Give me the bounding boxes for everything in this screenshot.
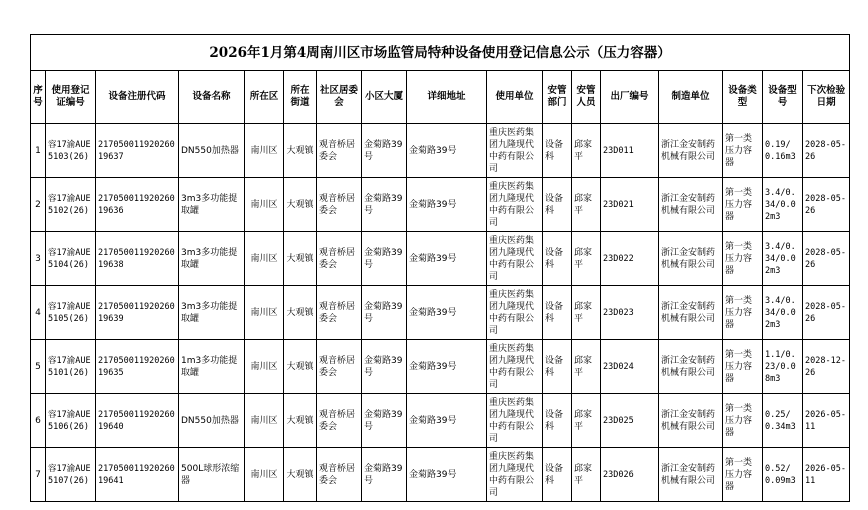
page-title: 2026年1月第4周南川区市场监管局特种设备使用登记信息公示（压力容器） bbox=[31, 35, 850, 71]
serial-number-cell: 23D022 bbox=[601, 232, 659, 286]
equipment-model-cell: 0.25/0.34m3 bbox=[763, 394, 803, 448]
address-cell: 金菊路39号 bbox=[407, 286, 487, 340]
district-cell: 南川区 bbox=[245, 232, 284, 286]
street-cell: 大观镇 bbox=[284, 448, 317, 502]
col-header-reg-code: 设备注册代码 bbox=[96, 71, 179, 124]
safety-person-cell: 邱家平 bbox=[572, 124, 601, 178]
equipment-type-cell: 第一类压力容器 bbox=[723, 286, 763, 340]
col-header-address: 详细地址 bbox=[407, 71, 487, 124]
registration-sheet bbox=[30, 34, 849, 502]
reg-code-cell: 21705001192026019637 bbox=[96, 124, 179, 178]
col-header-street: 所在街道 bbox=[284, 71, 317, 124]
row-number-cell: 1 bbox=[31, 124, 46, 178]
equipment-model-cell: 0.52/0.09m3 bbox=[763, 448, 803, 502]
next-inspection-date-cell: 2026-05-11 bbox=[803, 448, 850, 502]
safety-dept-cell: 设备科 bbox=[543, 124, 572, 178]
serial-number-cell: 23D021 bbox=[601, 178, 659, 232]
serial-number-cell: 23D024 bbox=[601, 340, 659, 394]
safety-person-cell: 邱家平 bbox=[572, 448, 601, 502]
col-header-name: 设备名称 bbox=[179, 71, 245, 124]
table-row bbox=[31, 124, 850, 178]
manufacturer-cell: 浙江金安制药机械有限公司 bbox=[659, 448, 723, 502]
safety-person-cell: 邱家平 bbox=[572, 286, 601, 340]
address-cell: 金菊路39号 bbox=[407, 448, 487, 502]
equipment-type-cell: 第一类压力容器 bbox=[723, 340, 763, 394]
address-cell: 金菊路39号 bbox=[407, 124, 487, 178]
building-cell: 金菊路39号 bbox=[362, 232, 407, 286]
next-inspection-date-cell: 2026-05-11 bbox=[803, 394, 850, 448]
street-cell: 大观镇 bbox=[284, 340, 317, 394]
street-cell: 大观镇 bbox=[284, 394, 317, 448]
street-cell: 大观镇 bbox=[284, 124, 317, 178]
equipment-model-cell: 3.4/0.34/0.02m3 bbox=[763, 286, 803, 340]
user-unit-cell: 重庆医药集团九隆现代中药有限公司 bbox=[487, 394, 543, 448]
next-inspection-date-cell: 2028-12-26 bbox=[803, 340, 850, 394]
community-cell: 观音桥居委会 bbox=[317, 394, 362, 448]
reg-code-cell: 21705001192026019639 bbox=[96, 286, 179, 340]
user-unit-cell: 重庆医药集团九隆现代中药有限公司 bbox=[487, 124, 543, 178]
table-row bbox=[31, 394, 850, 448]
safety-person-cell: 邱家平 bbox=[572, 340, 601, 394]
safety-person-cell: 邱家平 bbox=[572, 178, 601, 232]
user-unit-cell: 重庆医药集团九隆现代中药有限公司 bbox=[487, 286, 543, 340]
manufacturer-cell: 浙江金安制药机械有限公司 bbox=[659, 394, 723, 448]
table-row bbox=[31, 178, 850, 232]
reg-code-cell: 21705001192026019635 bbox=[96, 340, 179, 394]
next-inspection-date-cell: 2028-05-26 bbox=[803, 178, 850, 232]
building-cell: 金菊路39号 bbox=[362, 124, 407, 178]
col-header-type: 设备类型 bbox=[723, 71, 763, 124]
user-unit-cell: 重庆医药集团九隆现代中药有限公司 bbox=[487, 340, 543, 394]
col-header-next-date: 下次检验日期 bbox=[803, 71, 850, 124]
safety-dept-cell: 设备科 bbox=[543, 232, 572, 286]
row-number-cell: 6 bbox=[31, 394, 46, 448]
community-cell: 观音桥居委会 bbox=[317, 340, 362, 394]
street-cell: 大观镇 bbox=[284, 178, 317, 232]
row-number-cell: 5 bbox=[31, 340, 46, 394]
equipment-name-cell: 1m3多功能提取罐 bbox=[179, 340, 245, 394]
district-cell: 南川区 bbox=[245, 340, 284, 394]
row-number-cell: 4 bbox=[31, 286, 46, 340]
district-cell: 南川区 bbox=[245, 448, 284, 502]
district-cell: 南川区 bbox=[245, 178, 284, 232]
address-cell: 金菊路39号 bbox=[407, 232, 487, 286]
safety-person-cell: 邱家平 bbox=[572, 394, 601, 448]
cert-number-cell: 容17渝AUE5107(26) bbox=[46, 448, 96, 502]
col-header-maker: 制造单位 bbox=[659, 71, 723, 124]
equipment-name-cell: 3m3多功能提取罐 bbox=[179, 178, 245, 232]
equipment-name-cell: 3m3多功能提取罐 bbox=[179, 286, 245, 340]
safety-dept-cell: 设备科 bbox=[543, 340, 572, 394]
building-cell: 金菊路39号 bbox=[362, 340, 407, 394]
manufacturer-cell: 浙江金安制药机械有限公司 bbox=[659, 286, 723, 340]
col-header-cert: 使用登记证编号 bbox=[46, 71, 96, 124]
cert-number-cell: 容17渝AUE5101(26) bbox=[46, 340, 96, 394]
next-inspection-date-cell: 2028-05-26 bbox=[803, 286, 850, 340]
safety-dept-cell: 设备科 bbox=[543, 394, 572, 448]
row-number-cell: 3 bbox=[31, 232, 46, 286]
table-row bbox=[31, 232, 850, 286]
address-cell: 金菊路39号 bbox=[407, 394, 487, 448]
community-cell: 观音桥居委会 bbox=[317, 448, 362, 502]
cert-number-cell: 容17渝AUE5103(26) bbox=[46, 124, 96, 178]
street-cell: 大观镇 bbox=[284, 232, 317, 286]
safety-dept-cell: 设备科 bbox=[543, 448, 572, 502]
safety-person-cell: 邱家平 bbox=[572, 232, 601, 286]
equipment-name-cell: 500L球形浓缩器 bbox=[179, 448, 245, 502]
community-cell: 观音桥居委会 bbox=[317, 124, 362, 178]
equipment-type-cell: 第一类压力容器 bbox=[723, 178, 763, 232]
equipment-name-cell: DN550加热器 bbox=[179, 394, 245, 448]
next-inspection-date-cell: 2028-05-26 bbox=[803, 124, 850, 178]
building-cell: 金菊路39号 bbox=[362, 448, 407, 502]
row-number-cell: 7 bbox=[31, 448, 46, 502]
equipment-model-cell: 3.4/0.34/0.02m3 bbox=[763, 232, 803, 286]
building-cell: 金菊路39号 bbox=[362, 394, 407, 448]
equipment-model-cell: 0.19/0.16m3 bbox=[763, 124, 803, 178]
reg-code-cell: 21705001192026019640 bbox=[96, 394, 179, 448]
next-inspection-date-cell: 2028-05-26 bbox=[803, 232, 850, 286]
cert-number-cell: 容17渝AUE5102(26) bbox=[46, 178, 96, 232]
table-row bbox=[31, 286, 850, 340]
col-header-unit: 使用单位 bbox=[487, 71, 543, 124]
community-cell: 观音桥居委会 bbox=[317, 286, 362, 340]
table-body bbox=[31, 124, 850, 502]
serial-number-cell: 23D026 bbox=[601, 448, 659, 502]
reg-code-cell: 21705001192026019638 bbox=[96, 232, 179, 286]
district-cell: 南川区 bbox=[245, 394, 284, 448]
table-row bbox=[31, 340, 850, 394]
district-cell: 南川区 bbox=[245, 286, 284, 340]
reg-code-cell: 21705001192026019636 bbox=[96, 178, 179, 232]
cert-number-cell: 容17渝AUE5106(26) bbox=[46, 394, 96, 448]
serial-number-cell: 23D023 bbox=[601, 286, 659, 340]
user-unit-cell: 重庆医药集团九隆现代中药有限公司 bbox=[487, 178, 543, 232]
equipment-model-cell: 1.1/0.23/0.08m3 bbox=[763, 340, 803, 394]
serial-number-cell: 23D025 bbox=[601, 394, 659, 448]
equipment-type-cell: 第一类压力容器 bbox=[723, 394, 763, 448]
row-number-cell: 2 bbox=[31, 178, 46, 232]
col-header-dept: 安管部门 bbox=[543, 71, 572, 124]
equipment-name-cell: 3m3多功能提取罐 bbox=[179, 232, 245, 286]
user-unit-cell: 重庆医药集团九隆现代中药有限公司 bbox=[487, 232, 543, 286]
reg-code-cell: 21705001192026019641 bbox=[96, 448, 179, 502]
col-header-district: 所在区 bbox=[245, 71, 284, 124]
address-cell: 金菊路39号 bbox=[407, 178, 487, 232]
address-cell: 金菊路39号 bbox=[407, 340, 487, 394]
equipment-name-cell: DN550加热器 bbox=[179, 124, 245, 178]
table-row bbox=[31, 448, 850, 502]
equipment-model-cell: 3.4/0.34/0.02m3 bbox=[763, 178, 803, 232]
equipment-type-cell: 第一类压力容器 bbox=[723, 448, 763, 502]
user-unit-cell: 重庆医药集团九隆现代中药有限公司 bbox=[487, 448, 543, 502]
manufacturer-cell: 浙江金安制药机械有限公司 bbox=[659, 232, 723, 286]
registration-table bbox=[30, 34, 850, 502]
building-cell: 金菊路39号 bbox=[362, 286, 407, 340]
district-cell: 南川区 bbox=[245, 124, 284, 178]
table-header-row bbox=[31, 71, 850, 124]
street-cell: 大观镇 bbox=[284, 286, 317, 340]
cert-number-cell: 容17渝AUE5105(26) bbox=[46, 286, 96, 340]
manufacturer-cell: 浙江金安制药机械有限公司 bbox=[659, 340, 723, 394]
col-header-person: 安管人员 bbox=[572, 71, 601, 124]
serial-number-cell: 23D011 bbox=[601, 124, 659, 178]
manufacturer-cell: 浙江金安制药机械有限公司 bbox=[659, 124, 723, 178]
safety-dept-cell: 设备科 bbox=[543, 286, 572, 340]
equipment-type-cell: 第一类压力容器 bbox=[723, 124, 763, 178]
col-header-serial: 出厂编号 bbox=[601, 71, 659, 124]
community-cell: 观音桥居委会 bbox=[317, 232, 362, 286]
col-header-no: 序号 bbox=[31, 71, 46, 124]
col-header-model: 设备型号 bbox=[763, 71, 803, 124]
safety-dept-cell: 设备科 bbox=[543, 178, 572, 232]
manufacturer-cell: 浙江金安制药机械有限公司 bbox=[659, 178, 723, 232]
col-header-community: 社区居委会 bbox=[317, 71, 362, 124]
cert-number-cell: 容17渝AUE5104(26) bbox=[46, 232, 96, 286]
community-cell: 观音桥居委会 bbox=[317, 178, 362, 232]
building-cell: 金菊路39号 bbox=[362, 178, 407, 232]
col-header-building: 小区大厦 bbox=[362, 71, 407, 124]
equipment-type-cell: 第一类压力容器 bbox=[723, 232, 763, 286]
